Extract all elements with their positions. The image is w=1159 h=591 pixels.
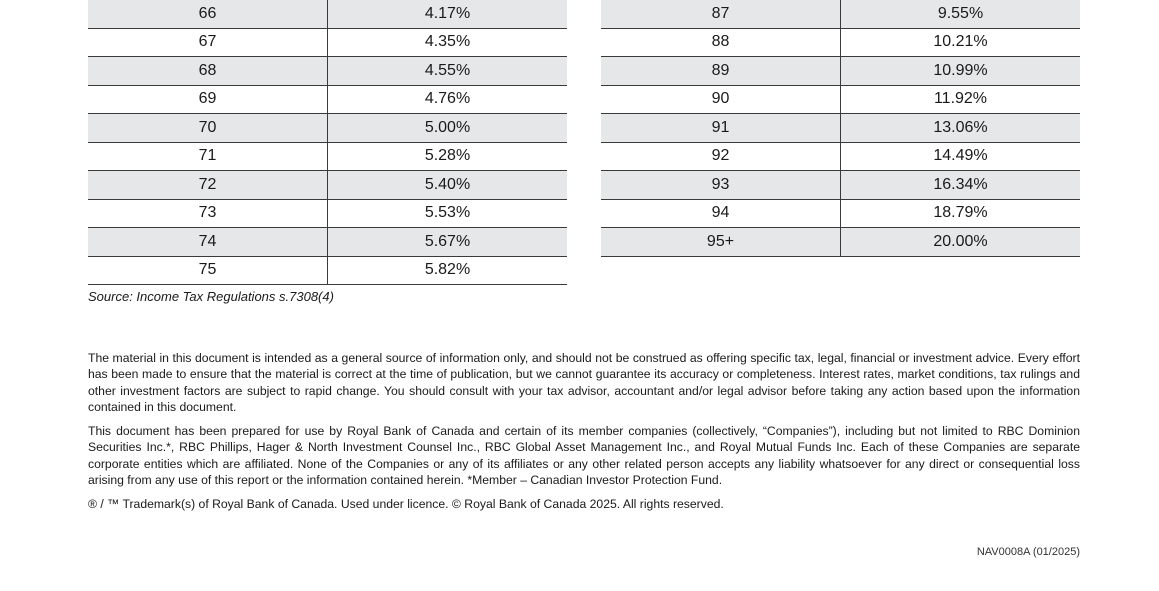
rate-cell: 13.06% (841, 114, 1081, 143)
rate-cell: 10.21% (841, 28, 1081, 57)
table-row (601, 142, 1080, 171)
table-row (88, 85, 567, 114)
rate-cell: 4.17% (328, 0, 568, 28)
table-row (88, 171, 567, 200)
table-row (601, 199, 1080, 228)
age-cell: 67 (88, 28, 328, 57)
age-cell: 94 (601, 199, 841, 228)
rate-cell: 11.92% (841, 85, 1081, 114)
age-cell: 75 (88, 256, 328, 285)
age-cell: 74 (88, 228, 328, 257)
rate-cell: 20.00% (841, 228, 1081, 257)
rate-cell: 5.67% (328, 228, 568, 257)
age-cell: 72 (88, 171, 328, 200)
age-cell: 90 (601, 85, 841, 114)
rate-cell: 10.99% (841, 57, 1081, 86)
age-cell: 92 (601, 142, 841, 171)
table-row (601, 171, 1080, 200)
rrif-rate-table-right (601, 0, 1080, 257)
age-cell: 73 (88, 199, 328, 228)
age-cell: 69 (88, 85, 328, 114)
age-cell: 87 (601, 0, 841, 28)
table-row (88, 142, 567, 171)
rate-cell: 4.55% (328, 57, 568, 86)
document-code: NAV0008A (01/2025) (976, 546, 1080, 558)
rate-cell: 4.76% (328, 85, 568, 114)
table-row (601, 228, 1080, 257)
age-cell: 71 (88, 142, 328, 171)
table-row (88, 199, 567, 228)
age-cell: 93 (601, 171, 841, 200)
disclaimer-paragraph: This document has been prepared for use by Royal Bank of Canada and certain of its member companies (collectively, “Companies”), including but not limited to RBC Dominion Securities Inc.*, RBC Phillips, Hager & North Investment Counsel Inc., RBC Global Asset Management Inc., and Royal Mutual Funds Inc. Each of these Companies are separate corporate entities which are affiliated. None of the Companies or any of its affiliates or any other related person accepts any liability whatsoever for any direct or consequential loss arising from any use of this report or the information contained herein. *Member – Canadian Investor Protection Fund. (88, 424, 1080, 487)
trademark-notice: ® / ™ Trademark(s) of Royal Bank of Canada. Used under licence. © Royal Bank of Canada 2025. All rights reserved. (88, 497, 724, 511)
age-cell: 95+ (601, 228, 841, 257)
table-row (88, 57, 567, 86)
table-row (601, 85, 1080, 114)
rate-cell: 16.34% (841, 171, 1081, 200)
age-cell: 68 (88, 57, 328, 86)
table-row (88, 228, 567, 257)
age-cell: 88 (601, 28, 841, 57)
table-row (601, 57, 1080, 86)
table-row (601, 0, 1080, 28)
rrif-rate-table-left (88, 0, 567, 285)
rate-cell: 5.40% (328, 171, 568, 200)
rate-cell: 9.55% (841, 0, 1081, 28)
age-cell: 89 (601, 57, 841, 86)
source-note: Source: Income Tax Regulations s.7308(4) (88, 289, 334, 304)
table-row (88, 28, 567, 57)
rate-cell: 5.82% (328, 256, 568, 285)
table-row (88, 0, 567, 28)
rate-cell: 5.28% (328, 142, 568, 171)
rate-cell: 14.49% (841, 142, 1081, 171)
table-row (601, 28, 1080, 57)
age-cell: 66 (88, 0, 328, 28)
table-row (601, 114, 1080, 143)
age-cell: 70 (88, 114, 328, 143)
rate-cell: 4.35% (328, 28, 568, 57)
disclaimer-paragraph: The material in this document is intended as a general source of information only, and should not be construed as offering specific tax, legal, financial or investment advice. Every effort has been made to ensure that the material is correct at the time of publication, but we cannot guarantee its accuracy or completeness. Interest rates, market conditions, tax rulings and other investment factors are subject to rapid change. You should consult with your tax advisor, accountant and/or legal advisor before taking any action based upon the information contained in this document. (88, 351, 1080, 414)
age-cell: 91 (601, 114, 841, 143)
rate-cell: 5.00% (328, 114, 568, 143)
table-row (88, 114, 567, 143)
rate-cell: 5.53% (328, 199, 568, 228)
table-row (88, 256, 567, 285)
rate-cell: 18.79% (841, 199, 1081, 228)
